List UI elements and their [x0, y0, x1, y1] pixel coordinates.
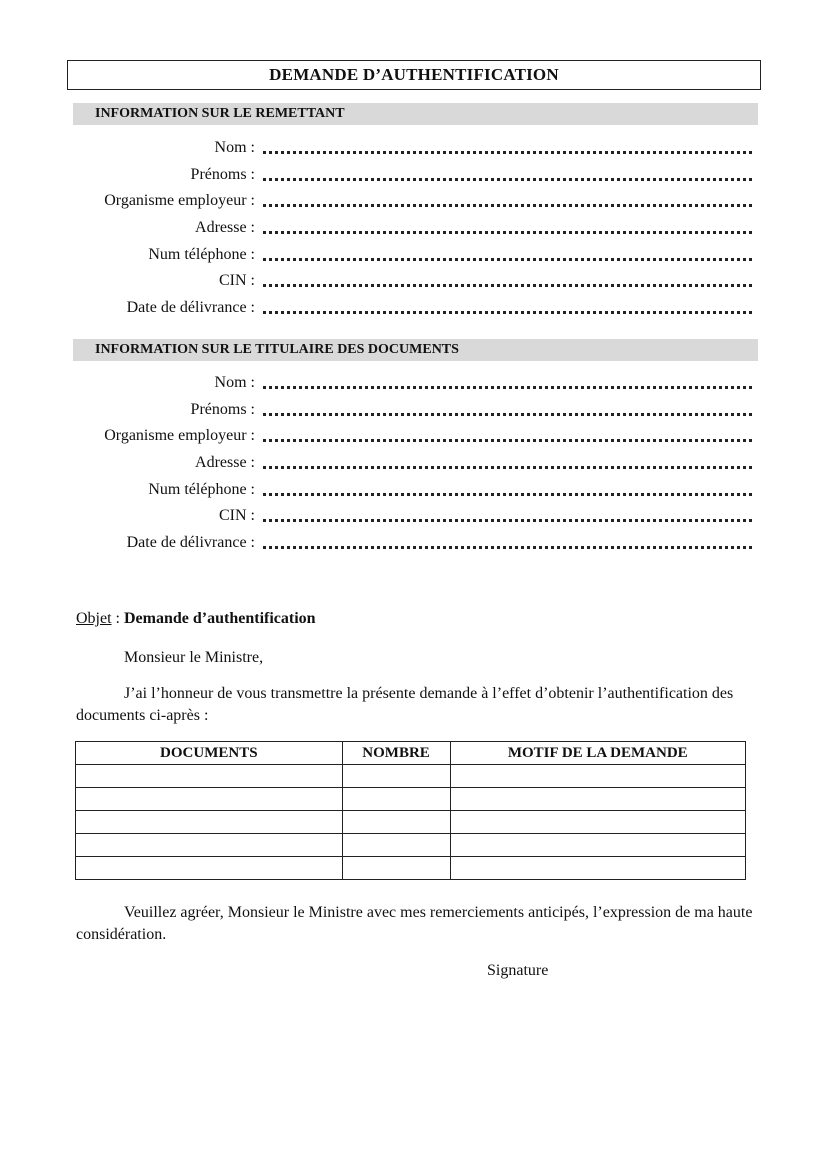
table-row [76, 811, 746, 834]
document-title: DEMANDE D’AUTHENTIFICATION [67, 60, 761, 90]
nombre-cell[interactable] [342, 811, 450, 834]
remettant-field-label: Adresse : [195, 219, 255, 237]
table-header-row [76, 742, 746, 765]
motif-cell[interactable] [450, 834, 746, 857]
titulaire-field-fill-line[interactable] [263, 439, 752, 442]
remettant-field-row [73, 135, 758, 162]
titulaire-field-label: Num téléphone : [148, 480, 255, 498]
documents-cell[interactable] [76, 788, 343, 811]
table-row [76, 765, 746, 788]
remettant-field-row [73, 242, 758, 269]
motif-cell[interactable] [450, 765, 746, 788]
remettant-field-row [73, 215, 758, 242]
titulaire-field-fill-line[interactable] [263, 466, 752, 469]
titulaire-field-label: CIN : [219, 507, 255, 525]
motif-cell[interactable] [450, 811, 746, 834]
remettant-field-row [73, 295, 758, 322]
remettant-field-label: Prénoms : [190, 165, 255, 183]
remettant-field-label: Num téléphone : [148, 245, 255, 263]
nombre-cell[interactable] [342, 834, 450, 857]
titulaire-field-label: Nom : [214, 374, 255, 391]
objet-line [76, 610, 316, 628]
nombre-cell[interactable] [342, 765, 450, 788]
column-header-nombre: NOMBRE [342, 742, 450, 765]
remettant-field-fill-line[interactable] [263, 204, 752, 207]
table-body [76, 765, 746, 880]
titulaire-field-row [73, 370, 758, 397]
titulaire-field-row [73, 397, 758, 424]
remettant-field-fill-line[interactable] [263, 178, 752, 181]
remettant-field-row [73, 188, 758, 215]
remettant-field-fill-line[interactable] [263, 151, 752, 154]
remettant-field-row [73, 162, 758, 189]
column-header-documents: DOCUMENTS [76, 742, 343, 765]
remettant-field-fill-line[interactable] [263, 311, 752, 314]
titulaire-field-label: Adresse : [195, 454, 255, 472]
remettant-field-label: CIN : [219, 272, 255, 290]
motif-cell[interactable] [450, 788, 746, 811]
remettant-field-label: Date de délivrance : [126, 299, 255, 317]
nombre-cell[interactable] [342, 788, 450, 811]
section-heading-titulaire: INFORMATION SUR LE TITULAIRE DES DOCUMENTS [73, 339, 758, 361]
documents-table [75, 741, 746, 880]
motif-cell[interactable] [450, 857, 746, 880]
titulaire-field-fill-line[interactable] [263, 386, 752, 389]
intro-paragraph: J’ai l’honneur de vous transmettre la présente demande à l’effet d’obtenir l’authentification des documents ci-après : [76, 685, 734, 724]
nombre-cell[interactable] [342, 857, 450, 880]
remettant-fields [73, 135, 758, 322]
remettant-field-row [73, 268, 758, 295]
remettant-field-label: Nom : [214, 139, 255, 156]
documents-cell[interactable] [76, 857, 343, 880]
titulaire-field-row [73, 423, 758, 450]
objet-value: Demande d’authentification [124, 610, 316, 627]
titulaire-field-fill-line[interactable] [263, 493, 752, 496]
documents-cell[interactable] [76, 765, 343, 788]
remettant-field-fill-line[interactable] [263, 284, 752, 287]
titulaire-field-fill-line[interactable] [263, 546, 752, 549]
remettant-field-fill-line[interactable] [263, 231, 752, 234]
signature-label: Signature [487, 962, 549, 979]
titulaire-field-label: Date de délivrance : [126, 534, 255, 552]
remettant-field-label: Organisme employeur : [104, 192, 255, 210]
table-row [76, 834, 746, 857]
table-row [76, 857, 746, 880]
remettant-field-fill-line[interactable] [263, 258, 752, 261]
salutation: Monsieur le Ministre, [124, 649, 264, 666]
section-heading-remettant: INFORMATION SUR LE REMETTANT [73, 103, 758, 125]
objet-label: Objet [76, 610, 112, 627]
titulaire-field-label: Prénoms : [190, 400, 255, 418]
titulaire-field-label: Organisme employeur : [104, 427, 255, 445]
titulaire-field-fill-line[interactable] [263, 519, 752, 522]
documents-cell[interactable] [76, 811, 343, 834]
objet-separator: : [111, 610, 124, 627]
titulaire-field-fill-line[interactable] [263, 413, 752, 416]
closing-paragraph: Veuillez agréer, Monsieur le Ministre avec mes remerciements anticipés, l’expression de ma haute considération. [76, 904, 753, 943]
titulaire-fields [73, 370, 758, 557]
documents-cell[interactable] [76, 834, 343, 857]
column-header-motif: MOTIF DE LA DEMANDE [450, 742, 746, 765]
titulaire-field-row [73, 503, 758, 530]
table-row [76, 788, 746, 811]
titulaire-field-row [73, 530, 758, 557]
titulaire-field-row [73, 477, 758, 504]
titulaire-field-row [73, 450, 758, 477]
